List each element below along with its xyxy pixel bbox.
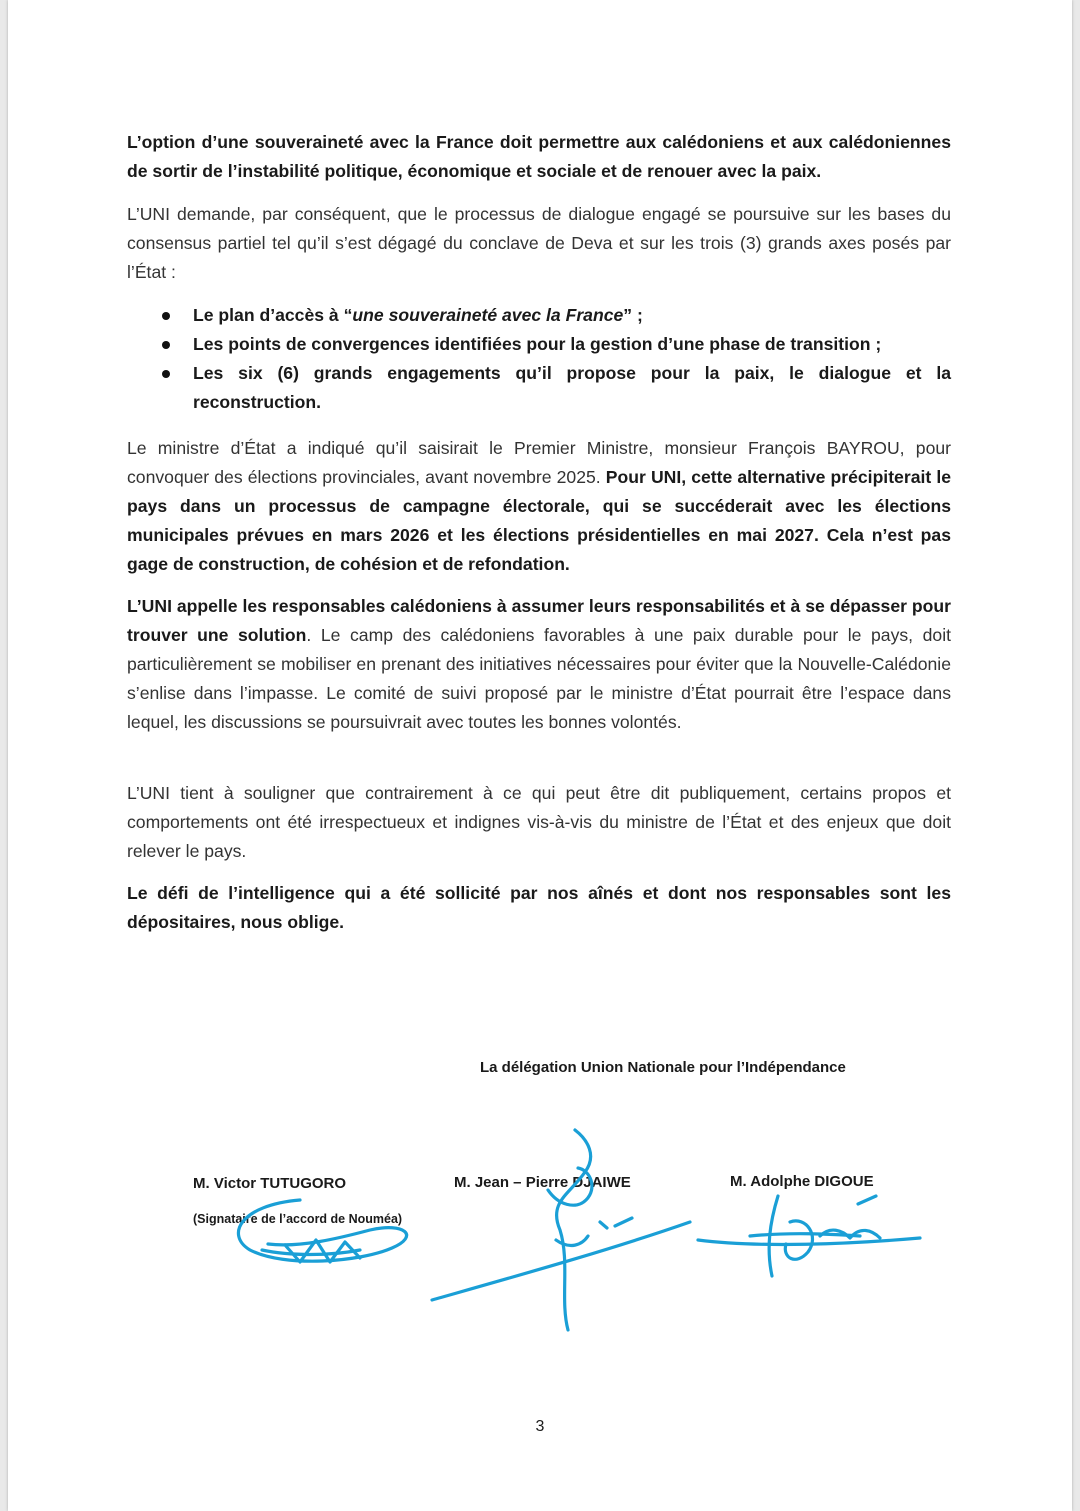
paragraph-text: . Le camp des calédoniens favorables à une paix durable pour le pays, doit particulièrement se mobiliser en prenant des initiatives nécessaires pour éviter que la Nouvelle-Calédonie s’enlise dans l’impasse. Le comité de suivi proposé par le ministre d’État pourrait être l’espace dans lequel, les discussions se poursuivrait avec toutes les bonnes volontés. <box>127 625 951 732</box>
page-number: 3 <box>535 1418 545 1435</box>
paragraph-dialogue-request <box>127 200 951 287</box>
signer-note: (Signataire de l’accord de Nouméa) <box>193 1212 403 1226</box>
paragraph-call-to-responsibility <box>127 592 951 737</box>
paragraph-text-bold: Pour UNI, cette alternative précipiterait le pays dans un processus de campagne électorale, qui se succéderait avec les élections municipales prévues en mars 2026 et les élections présidentielles en mai 2027. Cela n’est pas gage de construction, de cohésion et de refondation. <box>127 467 951 574</box>
paragraph-intelligence-challenge <box>127 879 951 937</box>
italic-phrase: une souveraineté avec la France <box>352 305 624 325</box>
list-item: Les points de convergences identifiées pour la gestion d’une phase de transition ; <box>127 330 951 359</box>
bullet-icon <box>162 312 170 320</box>
signer-name-tutugoro: M. Victor TUTUGORO <box>193 1175 347 1192</box>
paragraph-text: Le défi de l’intelligence qui a été sollicité par nos aînés et dont nos responsables sont les dépositaires, nous oblige. <box>127 883 951 932</box>
signer-name-djaiwe: M. Jean – Pierre DJAIWE <box>454 1174 631 1191</box>
paragraph-provincial-elections <box>127 434 951 579</box>
bullet-icon <box>162 341 170 349</box>
paragraph-text: L’option d’une souveraineté avec la France doit permettre aux calédoniens et aux calédoniennes de sortir de l’instabilité politique, économique et sociale et de renouer avec la paix. <box>127 132 951 181</box>
paragraph-sovereignty-option <box>127 128 951 186</box>
paragraph-respect <box>127 779 951 866</box>
bullet-list-axes <box>127 301 951 417</box>
signer-name-digoue: M. Adolphe DIGOUE <box>730 1173 874 1190</box>
list-item: Le plan d’accès à “une souveraineté avec la France” ; <box>127 301 951 330</box>
paragraph-text: L’UNI demande, par conséquent, que le processus de dialogue engagé se poursuive sur les bases du consensus partiel tel qu’il s’est dégagé du conclave de Deva et sur les trois (3) grands axes posés par l’État : <box>127 204 951 282</box>
delegation-title: La délégation Union Nationale pour l’Indépendance <box>480 1059 846 1076</box>
paragraph-text: L’UNI tient à souligner que contrairement à ce qui peut être dit publiquement, certains propos et comportements ont été irrespectueux et indignes vis-à-vis du ministre de l’État et des enjeux que doit relever le pays. <box>127 783 951 861</box>
paragraph-text: Le ministre d’État a indiqué qu’il saisirait le Premier Ministre, monsieur François BAYROU, pour convoquer des élections provinciales, avant novembre 2025. <box>127 438 951 487</box>
paragraph-text-bold: L’UNI appelle les responsables calédoniens à assumer leurs responsabilités et à se dépasser pour trouver une solution <box>127 596 951 645</box>
bullet-icon <box>162 370 170 378</box>
list-item: Les six (6) grands engagements qu’il propose pour la paix, le dialogue et la reconstruction. <box>127 359 951 417</box>
